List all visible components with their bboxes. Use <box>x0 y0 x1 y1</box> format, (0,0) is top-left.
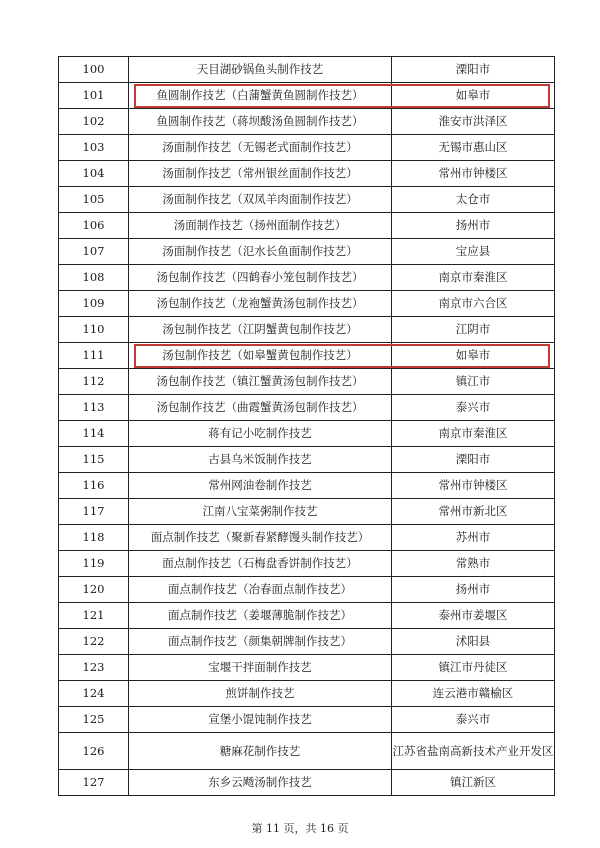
region-name: 扬州市 <box>392 213 555 239</box>
table-row <box>59 317 555 343</box>
table-row <box>59 135 555 161</box>
region-name: 苏州市 <box>392 525 555 551</box>
table-row <box>59 525 555 551</box>
item-name: 面点制作技艺（石梅盘香饼制作技艺） <box>129 551 392 577</box>
table-row <box>59 239 555 265</box>
row-number: 105 <box>59 187 129 213</box>
region-name: 江苏省盐南高新技术产业开发区 <box>392 733 555 770</box>
region-name: 无锡市惠山区 <box>392 135 555 161</box>
row-number: 110 <box>59 317 129 343</box>
item-name: 蒋有记小吃制作技艺 <box>129 421 392 447</box>
row-number: 120 <box>59 577 129 603</box>
page-footer: 第 11 页，共 16 页 <box>251 822 349 835</box>
item-name: 古县乌米饭制作技艺 <box>129 447 392 473</box>
region-name: 连云港市赣榆区 <box>392 681 555 707</box>
region-name: 溧阳市 <box>392 447 555 473</box>
region-name: 南京市六合区 <box>392 291 555 317</box>
row-number: 104 <box>59 161 129 187</box>
region-name: 常州市新北区 <box>392 499 555 525</box>
row-number: 112 <box>59 369 129 395</box>
region-name: 泰兴市 <box>392 707 555 733</box>
item-name: 汤包制作技艺（如皋蟹黄包制作技艺） <box>129 343 392 369</box>
region-name: 镇江市 <box>392 369 555 395</box>
table-row <box>59 499 555 525</box>
region-name: 沭阳县 <box>392 629 555 655</box>
region-name: 如皋市 <box>392 83 555 109</box>
region-name: 南京市秦淮区 <box>392 265 555 291</box>
row-number: 116 <box>59 473 129 499</box>
table-row <box>59 213 555 239</box>
table-row <box>59 473 555 499</box>
row-number: 109 <box>59 291 129 317</box>
row-number: 113 <box>59 395 129 421</box>
region-name: 常州市钟楼区 <box>392 473 555 499</box>
row-number: 114 <box>59 421 129 447</box>
row-number: 111 <box>59 343 129 369</box>
table-row <box>59 551 555 577</box>
region-name: 溧阳市 <box>392 57 555 83</box>
region-name: 镇江市丹徒区 <box>392 655 555 681</box>
region-name: 南京市秦淮区 <box>392 421 555 447</box>
table-row <box>59 707 555 733</box>
item-name: 鱼圆制作技艺（蒋坝酸汤鱼圆制作技艺） <box>129 109 392 135</box>
row-number: 106 <box>59 213 129 239</box>
item-name: 宣堡小馄饨制作技艺 <box>129 707 392 733</box>
region-name: 太仓市 <box>392 187 555 213</box>
row-number: 125 <box>59 707 129 733</box>
item-name: 天目湖砂锅鱼头制作技艺 <box>129 57 392 83</box>
row-number: 100 <box>59 57 129 83</box>
region-name: 泰兴市 <box>392 395 555 421</box>
item-name: 面点制作技艺（颜集朝牌制作技艺） <box>129 629 392 655</box>
item-name: 汤包制作技艺（镇江蟹黄汤包制作技艺） <box>129 369 392 395</box>
heritage-table <box>58 56 555 796</box>
row-number: 119 <box>59 551 129 577</box>
table-row <box>59 265 555 291</box>
table-row <box>59 603 555 629</box>
table-body <box>59 57 555 796</box>
item-name: 鱼圆制作技艺（白蒲蟹黄鱼圆制作技艺） <box>129 83 392 109</box>
item-name: 汤包制作技艺（曲霞蟹黄汤包制作技艺） <box>129 395 392 421</box>
table-row <box>59 770 555 796</box>
table-row <box>59 395 555 421</box>
item-name: 汤面制作技艺（常州银丝面制作技艺） <box>129 161 392 187</box>
region-name: 江阴市 <box>392 317 555 343</box>
table-row <box>59 83 555 109</box>
region-name: 镇江新区 <box>392 770 555 796</box>
table-row <box>59 109 555 135</box>
row-number: 115 <box>59 447 129 473</box>
table-row <box>59 733 555 770</box>
item-name: 糖麻花制作技艺 <box>129 733 392 770</box>
item-name: 面点制作技艺（姜堰薄脆制作技艺） <box>129 603 392 629</box>
table-row <box>59 577 555 603</box>
item-name: 汤面制作技艺（氾水长鱼面制作技艺） <box>129 239 392 265</box>
region-name: 宝应县 <box>392 239 555 265</box>
table-row <box>59 681 555 707</box>
row-number: 127 <box>59 770 129 796</box>
item-name: 面点制作技艺（聚新春紧酵馒头制作技艺） <box>129 525 392 551</box>
item-name: 煎饼制作技艺 <box>129 681 392 707</box>
row-number: 101 <box>59 83 129 109</box>
region-name: 淮安市洪泽区 <box>392 109 555 135</box>
table-row <box>59 369 555 395</box>
row-number: 102 <box>59 109 129 135</box>
table-row <box>59 629 555 655</box>
row-number: 117 <box>59 499 129 525</box>
region-name: 常州市钟楼区 <box>392 161 555 187</box>
item-name: 汤面制作技艺（双凤羊肉面制作技艺） <box>129 187 392 213</box>
region-name: 泰州市姜堰区 <box>392 603 555 629</box>
table-row <box>59 655 555 681</box>
item-name: 汤包制作技艺（龙袍蟹黄汤包制作技艺） <box>129 291 392 317</box>
item-name: 江南八宝菜粥制作技艺 <box>129 499 392 525</box>
region-name: 常熟市 <box>392 551 555 577</box>
table-row <box>59 421 555 447</box>
item-name: 汤面制作技艺（扬州面制作技艺） <box>129 213 392 239</box>
row-number: 121 <box>59 603 129 629</box>
item-name: 宝堰干拌面制作技艺 <box>129 655 392 681</box>
region-name: 如皋市 <box>392 343 555 369</box>
row-number: 123 <box>59 655 129 681</box>
row-number: 118 <box>59 525 129 551</box>
region-name: 扬州市 <box>392 577 555 603</box>
item-name: 汤面制作技艺（无锡老式面制作技艺） <box>129 135 392 161</box>
item-name: 常州网油卷制作技艺 <box>129 473 392 499</box>
row-number: 107 <box>59 239 129 265</box>
table-row <box>59 447 555 473</box>
row-number: 108 <box>59 265 129 291</box>
row-number: 126 <box>59 733 129 770</box>
item-name: 汤包制作技艺（四鹤春小笼包制作技艺） <box>129 265 392 291</box>
row-number: 103 <box>59 135 129 161</box>
table-row <box>59 343 555 369</box>
row-number: 122 <box>59 629 129 655</box>
item-name: 东乡云飏汤制作技艺 <box>129 770 392 796</box>
row-number: 124 <box>59 681 129 707</box>
table-row <box>59 161 555 187</box>
item-name: 汤包制作技艺（江阴蟹黄包制作技艺） <box>129 317 392 343</box>
table-row <box>59 57 555 83</box>
table-row <box>59 187 555 213</box>
item-name: 面点制作技艺（冶春面点制作技艺） <box>129 577 392 603</box>
table-row <box>59 291 555 317</box>
